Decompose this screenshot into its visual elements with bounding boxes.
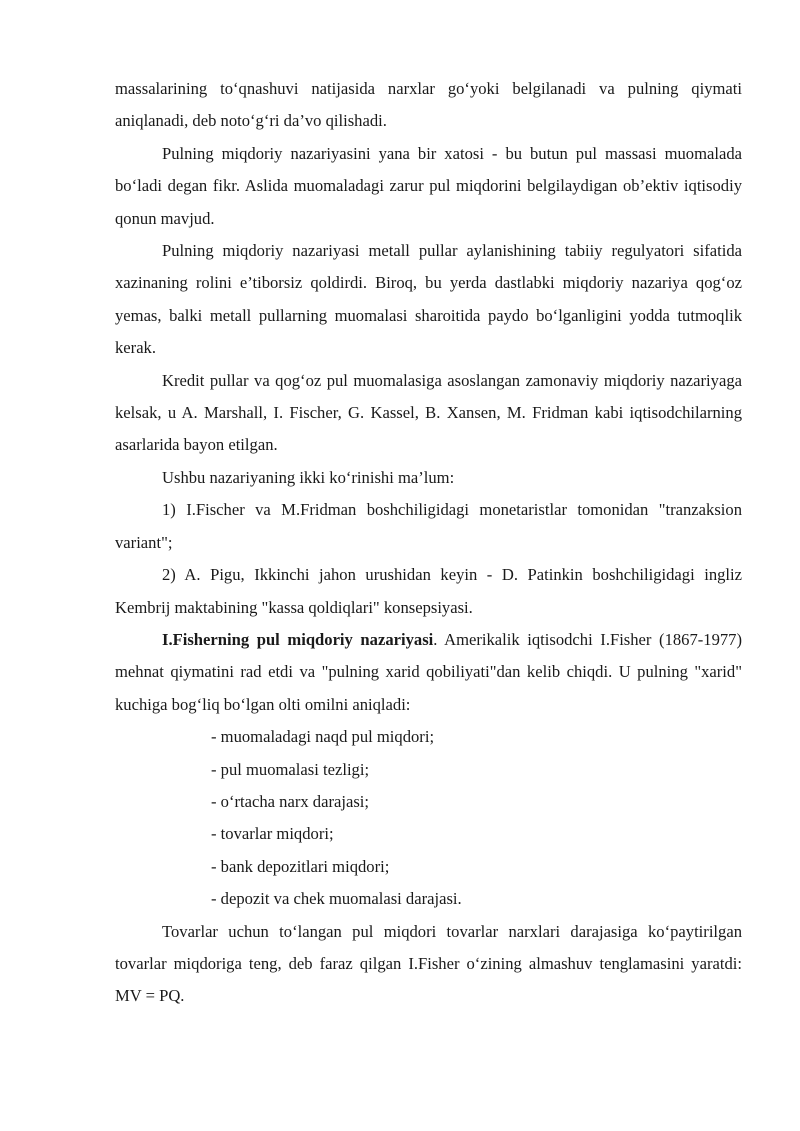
paragraph-4: Kredit pullar va qog‘oz pul muomalasiga asoslangan zamonaviy miqdoriy nazariyaga kelsak, u A. Marshall, I. Fischer, G. Kassel, B. Xansen, M. Fridman kabi iqtisodchilarning asarlarida bayon etilgan.	[115, 370, 742, 455]
paragraph-5: Ushbu nazariyaning ikki ko‘rinishi ma’lum:	[162, 467, 455, 487]
paragraph-2: Pulning miqdoriy nazariyasini yana bir xatosi - bu butun pul massasi muomalada bo‘ladi degan fikr. Aslida muomaladagi zarur pul miqdorini belgilaydigan ob’ektiv iqtisodiy qonun mavjud.	[115, 143, 742, 228]
factor-item: - depozit va chek muomalasi darajasi.	[211, 889, 462, 909]
document-page	[115, 73, 742, 1013]
paragraph-1: massalarining to‘qnashuvi natijasida narxlar go‘yoki belgilanadi va pulning qiymati aniqlanadi, deb noto‘g‘ri da’vo qilishadi.	[115, 79, 742, 131]
factor-item: - muomaladagi naqd pul miqdori;	[211, 727, 435, 747]
variant-2-text: 2) A. Pigu, Ikkinchi jahon urushidan keyin - D. Patinkin boshchiligidagi ingliz Kembrij maktabining "kassa qoldiqlari" konsepsiyasi.	[115, 565, 742, 617]
factor-item: - bank depozitlari miqdori;	[211, 856, 390, 876]
paragraph-fisher	[115, 624, 742, 721]
fisher-text: . Amerikalik iqtisodchi I.Fisher (1867-1977) mehnat qiymatini rad etdi va "pulning xarid qobiliyati"dan kelib chiqdi. U pulning "xarid" kuchiga bog‘liq bo‘lgan olti omilni aniqladi:	[115, 629, 742, 714]
fisher-heading: I.Fisherning pul miqdoriy nazariyasi	[162, 629, 434, 649]
paragraph-equation: Tovarlar uchun to‘langan pul miqdori tovarlar narxlari darajasiga ko‘paytirilgan tovarlar miqdoriga teng, deb faraz qilgan I.Fisher o‘zining almashuv tenglamasini yaratdi: MV = PQ.	[115, 921, 742, 1006]
list-item-variant-1: 1) I.Fischer va M.Fridman boshchiligidagi monetaristlar tomonidan "tranzaksion variant";	[115, 500, 742, 552]
factor-item: - o‘rtacha narx darajasi;	[211, 791, 370, 811]
list-item-variant-2	[115, 559, 742, 624]
factors-list	[115, 721, 742, 915]
factor-item: - pul muomalasi tezligi;	[211, 759, 370, 779]
paragraph-3: Pulning miqdoriy nazariyasi metall pullar aylanishining tabiiy regulyatori sifatida xazinaning rolini e’tiborsiz qoldirdi. Biroq, bu yerda dastlabki miqdoriy nazariya qog‘oz yemas, balki metall pullarning muomalasi sharoitida paydo bo‘lganligini yodda tutmoqlik kerak.	[115, 241, 742, 358]
factor-item: - tovarlar miqdori;	[211, 824, 334, 844]
